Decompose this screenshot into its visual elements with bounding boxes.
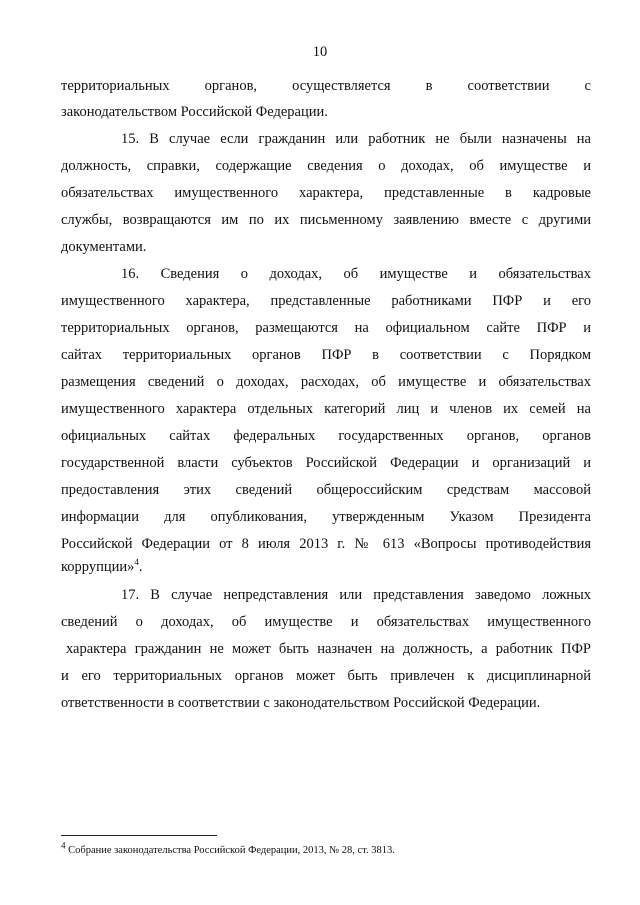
text-line: территориальных органов, осуществляется в соответствии с	[61, 78, 591, 94]
text-line: имущественного характера, представленные работниками ПФР и его	[61, 293, 591, 309]
text-line: и его территориальных органов может быть привлечен к дисциплинарной	[61, 668, 591, 684]
text-line: территориальных органов, размещаются на официальном сайте ПФР и	[61, 320, 591, 336]
text-line: службы, возвращаются им по их письменному заявлению вместе с другими	[61, 212, 591, 228]
footnote-text: Собрание законодательства Российской Федерации, 2013, № 28, ст. 3813.	[68, 845, 395, 856]
text-line: размещения сведений о доходах, расходах, об имуществе и обязательствах	[61, 374, 591, 390]
text-line: информации для опубликования, утвержденным Указом Президента	[61, 509, 591, 525]
text-line-with-footnote	[61, 558, 591, 576]
text-line: имущественного характера отдельных категорий лиц и членов их семей на	[61, 401, 591, 417]
text-line: сведений о доходах, об имуществе и обязательствах имущественного	[61, 614, 591, 630]
text-fragment: коррупции»	[61, 559, 135, 575]
footnote-marker: 4	[61, 840, 66, 851]
text-line: официальных сайтах федеральных государственных органов, органов	[61, 428, 591, 444]
page-number: 10	[312, 44, 328, 60]
text-line: Российской Федерации от 8 июля 2013 г. № 613 «Вопросы противодействия	[61, 536, 591, 552]
text-line: предоставления этих сведений общероссийским средствам массовой	[61, 482, 591, 498]
text-line: обязательствах имущественного характера, представленные в кадровые	[61, 185, 591, 201]
paragraph-16-start: 16. Сведения о доходах, об имуществе и обязательствах	[121, 266, 591, 282]
text-line: законодательством Российской Федерации.	[61, 104, 328, 120]
text-fragment: .	[138, 559, 143, 575]
text-line: сайтах территориальных органов ПФР в соответствии с Порядком	[61, 347, 591, 363]
text-line: должность, справки, содержащие сведения о доходах, об имуществе и	[61, 158, 591, 174]
text-line: документами.	[61, 239, 147, 255]
text-line: ответственности в соответствии с законодательством Российской Федерации.	[61, 695, 541, 711]
footnote-reference[interactable]: 4	[134, 557, 139, 568]
paragraph-17-start: 17. В случае непредставления или представления заведомо ложных	[121, 587, 591, 603]
paragraph-15-start: 15. В случае если гражданин или работник не были назначены на	[121, 131, 591, 147]
footnote-separator	[61, 835, 217, 836]
footnote	[61, 840, 395, 857]
text-line: государственной власти субъектов Российской Федерации и организаций и	[61, 455, 591, 471]
text-line: характера гражданин не может быть назначен на должность, а работник ПФР	[66, 641, 591, 657]
